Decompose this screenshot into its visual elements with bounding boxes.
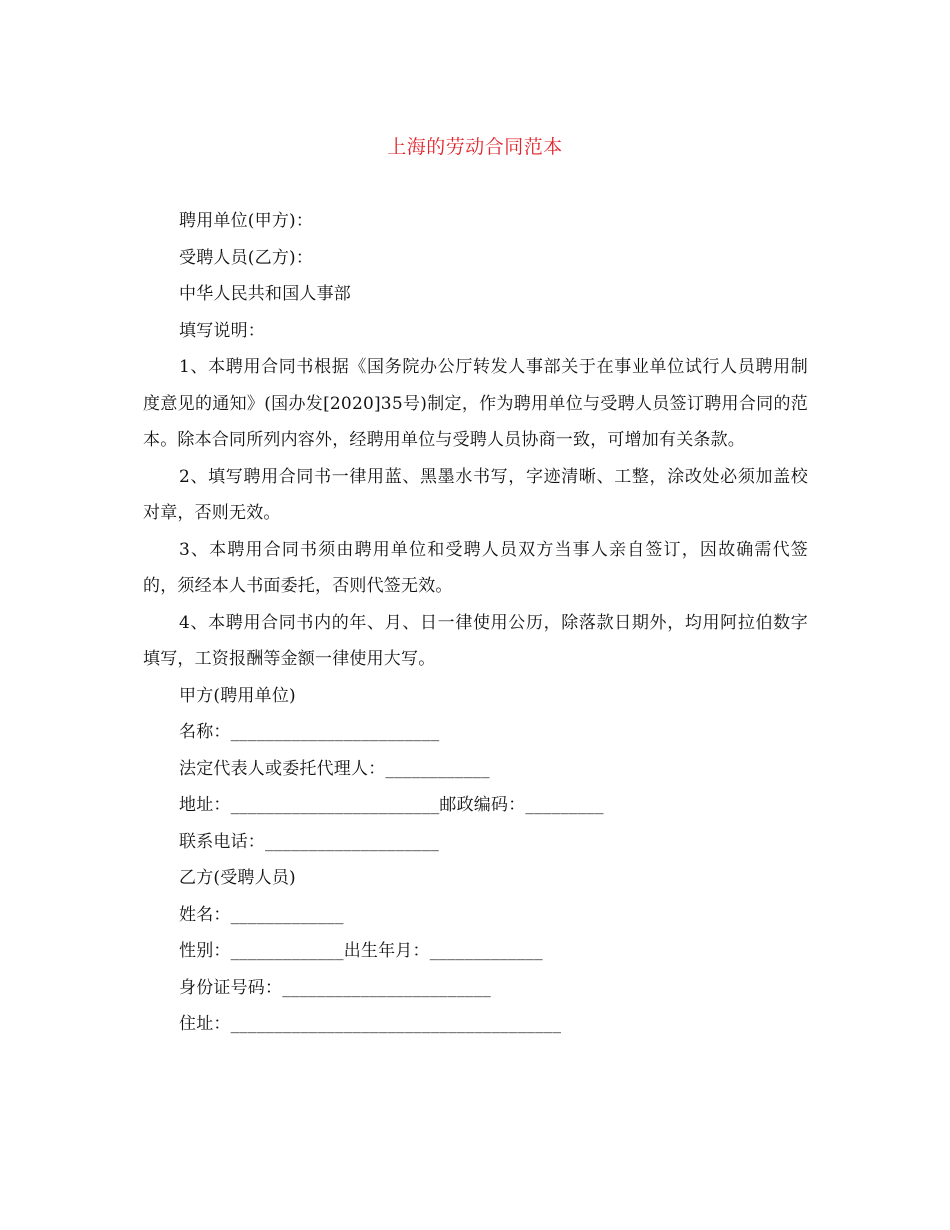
party-b-heading: 乙方(受聘人员): [179, 868, 296, 888]
document-title: 上海的劳动合同范本: [387, 136, 563, 158]
document-body: [143, 203, 808, 1043]
party-a-representative-field: 法定代表人或委托代理人：____________: [179, 758, 490, 779]
instruction-paragraph-3: 3、本聘用合同书须由聘用单位和受聘人员双方当事人亲自签订，因故确需代签的，须经本人书面委托，否则代签无效。: [143, 539, 808, 596]
party-a-address-field: 地址：________________________邮政编码：_________: [179, 795, 604, 815]
party-b-name-field: 姓名：_____________: [179, 904, 344, 925]
party-a-phone-field: 联系电话：____________________: [179, 831, 439, 852]
instructions-heading: 填写说明：: [179, 320, 265, 341]
party-b-gender-birth-field: 性别：_____________出生年月：_____________: [179, 941, 543, 961]
party-b-address-field: 住址：______________________________________: [179, 1014, 562, 1034]
employee-label: 受聘人员(乙方)：: [179, 247, 314, 268]
party-a-heading: 甲方(聘用单位): [179, 685, 296, 706]
instruction-paragraph-4: 4、本聘用合同书内的年、月、日一律使用公历，除落款日期外，均用阿拉伯数字填写，工资报酬等金额一律使用大写。: [143, 612, 808, 669]
employer-label: 聘用单位(甲方)：: [179, 211, 314, 231]
issuer-line: 中华人民共和国人事部: [179, 284, 351, 304]
party-a-name-field: 名称：________________________: [179, 722, 440, 742]
instruction-paragraph-2: 2、填写聘用合同书一律用蓝、黑墨水书写，字迹清晰、工整，涂改处必须加盖校对章，否则无效。: [143, 466, 808, 523]
party-b-id-field: 身份证号码：________________________: [179, 977, 491, 998]
instruction-paragraph-1: 1、本聘用合同书根据《国务院办公厅转发人事部关于在事业单位试行人员聘用制度意见的通知》(国办发[2020]35号)制定，作为聘用单位与受聘人员签订聘用合同的范本。除本合同所列内容外，经聘用单位与受聘人员协商一致，可增加有关条款。: [143, 357, 808, 450]
